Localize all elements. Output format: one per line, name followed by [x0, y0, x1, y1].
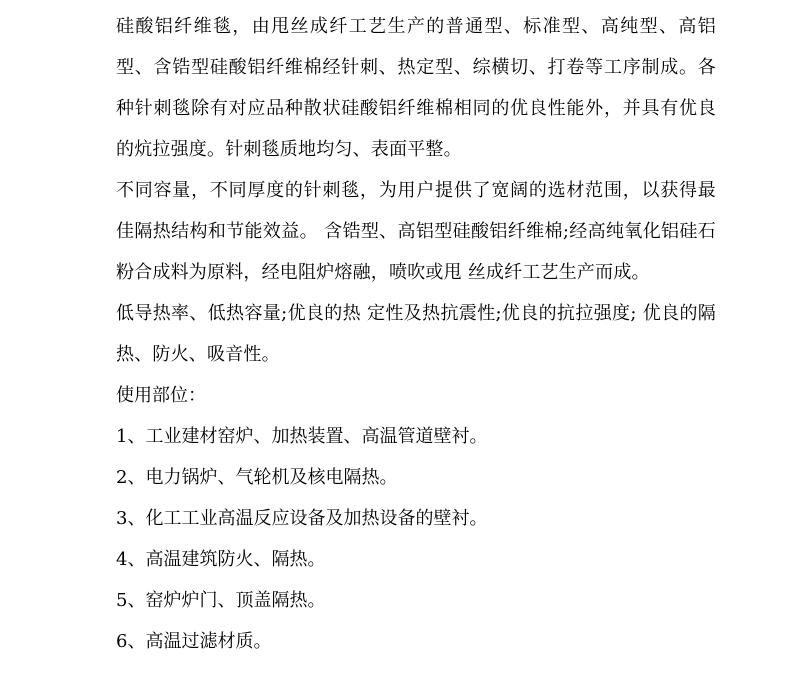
list-item: 5、窑炉炉门、顶盖隔热。	[116, 590, 326, 611]
paragraph-2: 不同容量，不同厚度的针刺毯，为用户提供了宽阔的选材范围，以获得最佳隔热结构和节能效益。 含锆型、高铝型硅酸铝纤维棉;经高纯氧化铝硅石粉合成料为原料，经电阻炉熔融，喷吹或甩 丝成纤工艺生产而成。	[116, 180, 716, 283]
list-item: 2、电力锅炉、气轮机及核电隔热。	[116, 467, 398, 488]
list-item: 3、化工工业高温反应设备及加热设备的壁衬。	[116, 508, 488, 529]
list-item: 4、高温建筑防火、隔热。	[116, 549, 326, 570]
list-item: 1、工业建材窑炉、加热装置、高温管道壁衬。	[116, 426, 488, 447]
paragraph-1: 硅酸铝纤维毯，由甩丝成纤工艺生产的普通型、标准型、高纯型、高铝型、含锆型硅酸铝纤维棉经针刺、热定型、综横切、打卷等工序制成。各种针刺毯除有对应品种散状硅酸铝纤维棉相同的优良性能外，并具有优良的炕拉强度。针刺毯质地均匀、表面平整。	[116, 16, 716, 160]
section-heading-usage: 使用部位：	[116, 385, 206, 406]
paragraph-3: 低导热率、低热容量;优良的热 定性及热抗震性;优良的抗拉强度; 优良的隔热、防火、吸音性。	[116, 303, 716, 365]
list-item: 6、高温过滤材质。	[116, 631, 272, 652]
